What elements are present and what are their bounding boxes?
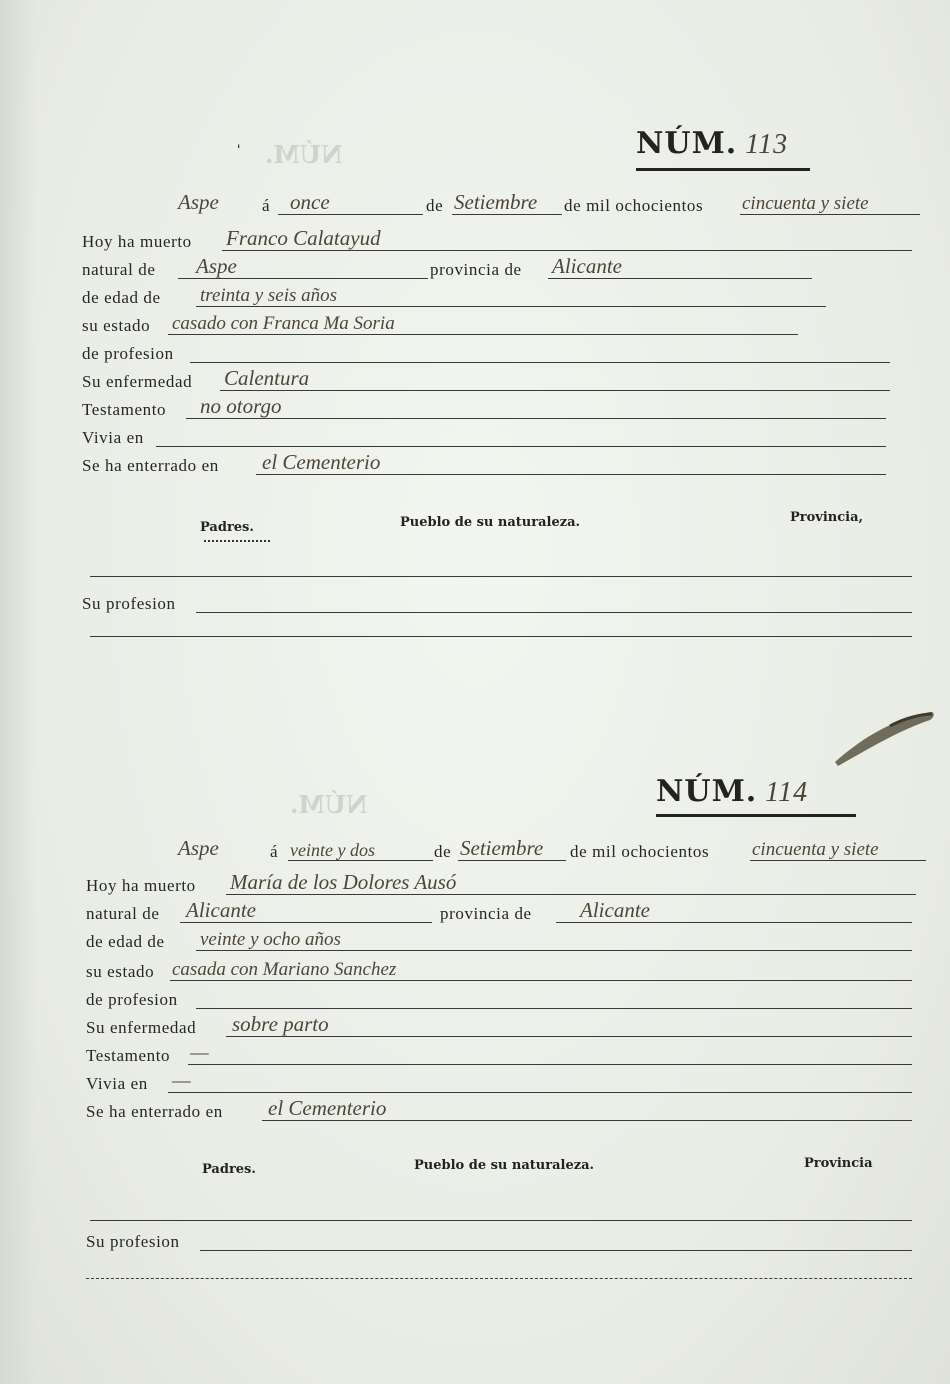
provincia-handwritten: Alicante (580, 898, 650, 922)
label-a: á (262, 196, 271, 215)
natural-handwritten: Aspe (196, 254, 237, 278)
blank-profesion (196, 1008, 912, 1009)
label-su-enfermedad: Su enfermedad (82, 372, 193, 391)
field-natural (0, 256, 950, 282)
label-vivia-en: Vivia en (82, 428, 144, 447)
record-number (656, 774, 808, 809)
bleed-through-number: NÚM. (290, 790, 368, 819)
enfermedad-handwritten: sobre parto (232, 1012, 329, 1036)
label-de-profesion: de profesion (82, 344, 174, 363)
label-se-ha-enterrado-en: Se ha enterrado en (86, 1102, 223, 1121)
label-de-edad-de: de edad de (86, 932, 165, 951)
year-handwritten: cincuenta y siete (752, 839, 879, 860)
provincia-handwritten: Alicante (552, 254, 622, 278)
date-line (0, 192, 950, 218)
month-handwritten: Setiembre (454, 190, 538, 214)
column-provincia: Provincia (804, 1156, 873, 1171)
blank-vivia (156, 446, 886, 447)
field-vivia (0, 424, 950, 450)
edad-handwritten: treinta y seis años (200, 285, 338, 306)
field-testamento (0, 1042, 950, 1068)
blank-su-profesion (196, 612, 912, 613)
field-enterrado (0, 452, 950, 478)
num-label: NÚM. (636, 126, 738, 161)
column-pueblo-de-su-naturaleza: Pueblo de su naturaleza. (400, 515, 581, 530)
label-vivia-en: Vivia en (86, 1074, 148, 1093)
column-padres-rule (204, 540, 270, 542)
num-label: NÚM. (656, 774, 758, 809)
blank-testamento (186, 418, 886, 419)
enterrado-handwritten: el Cementerio (268, 1096, 387, 1120)
label-hoy-ha-muerto: Hoy ha muerto (86, 876, 196, 895)
label-natural-de: natural de (86, 904, 160, 923)
month-handwritten: Setiembre (460, 836, 544, 860)
field-hoy-ha-muerto (0, 228, 950, 254)
parents-line (90, 1220, 912, 1221)
label-provincia-de: provincia de (440, 904, 532, 923)
closing-line (86, 1278, 912, 1279)
field-enfermedad (0, 1014, 950, 1040)
year-handwritten: cincuenta y siete (742, 193, 869, 214)
blank-su-profesion (200, 1250, 912, 1251)
field-profesion (0, 340, 950, 366)
field-natural (0, 900, 950, 926)
field-su-profesion (0, 590, 950, 616)
label-provincia-de: provincia de (430, 260, 522, 279)
day-handwritten: once (290, 190, 330, 214)
number-underline (636, 168, 810, 171)
label-su-estado: su estado (82, 316, 151, 335)
label-se-ha-enterrado-en: Se ha enterrado en (82, 456, 219, 475)
number-underline (656, 814, 856, 817)
field-su-profesion (0, 1228, 950, 1254)
label-natural-de: natural de (82, 260, 156, 279)
field-enterrado (0, 1098, 950, 1124)
label-de-mil-ochocientos: de mil ochocientos (564, 196, 704, 215)
testamento-handwritten: no otorgo (200, 394, 282, 418)
field-testamento (0, 396, 950, 422)
label-su-profesion: Su profesion (86, 1232, 180, 1251)
blank-testamento (188, 1064, 912, 1065)
ink-smudge (830, 700, 940, 770)
label-de: de (426, 196, 444, 215)
label-testamento: Testamento (86, 1046, 171, 1065)
field-edad (0, 928, 950, 954)
field-hoy-ha-muerto (0, 872, 950, 898)
column-padres: Padres. (202, 1162, 256, 1177)
day-handwritten: veinte y dos (290, 840, 375, 860)
edad-handwritten: veinte y ocho años (200, 929, 341, 950)
testamento-handwritten: — (190, 1040, 209, 1064)
label-hoy-ha-muerto: Hoy ha muerto (82, 232, 192, 251)
record-number (636, 126, 788, 161)
number-handwritten: 114 (765, 777, 809, 808)
blank-enfermedad (226, 1036, 912, 1037)
column-provincia: Provincia, (790, 510, 864, 525)
closing-line (90, 636, 912, 637)
date-line (0, 838, 950, 864)
label-testamento: Testamento (82, 400, 167, 419)
field-enfermedad (0, 368, 950, 394)
label-de-mil-ochocientos: de mil ochocientos (570, 842, 710, 861)
name-handwritten: Franco Calatayud (226, 226, 381, 250)
vivia-handwritten: — (172, 1068, 191, 1092)
name-handwritten: María de los Dolores Ausó (230, 870, 457, 894)
place-handwritten: Aspe (178, 190, 219, 214)
label-de-profesion: de profesion (86, 990, 178, 1009)
blank-enfermedad (220, 390, 890, 391)
label-su-estado: su estado (86, 962, 155, 981)
estado-handwritten: casada con Mariano Sanchez (172, 959, 397, 980)
enterrado-handwritten: el Cementerio (262, 450, 381, 474)
place-handwritten: Aspe (178, 836, 219, 860)
label-de-edad-de: de edad de (82, 288, 161, 307)
blank-profesion (190, 362, 890, 363)
ink-tick: ˈ (235, 140, 243, 165)
field-estado (0, 312, 950, 338)
estado-handwritten: casado con Franca Ma Soria (172, 313, 395, 334)
field-edad (0, 284, 950, 310)
field-estado (0, 958, 950, 984)
natural-handwritten: Alicante (186, 898, 256, 922)
parents-line (90, 576, 912, 577)
label-su-profesion: Su profesion (82, 594, 176, 613)
bleed-through-number: NÚM. (265, 140, 343, 169)
number-handwritten: 113 (745, 129, 789, 160)
column-padres: Padres. (200, 520, 254, 535)
label-su-enfermedad: Su enfermedad (86, 1018, 197, 1037)
label-de: de (434, 842, 452, 861)
label-a: á (270, 842, 279, 861)
field-profesion (0, 986, 950, 1012)
column-pueblo-de-su-naturaleza: Pueblo de su naturaleza. (414, 1158, 595, 1173)
enfermedad-handwritten: Calentura (224, 366, 310, 390)
blank-vivia (168, 1092, 912, 1093)
field-vivia (0, 1070, 950, 1096)
